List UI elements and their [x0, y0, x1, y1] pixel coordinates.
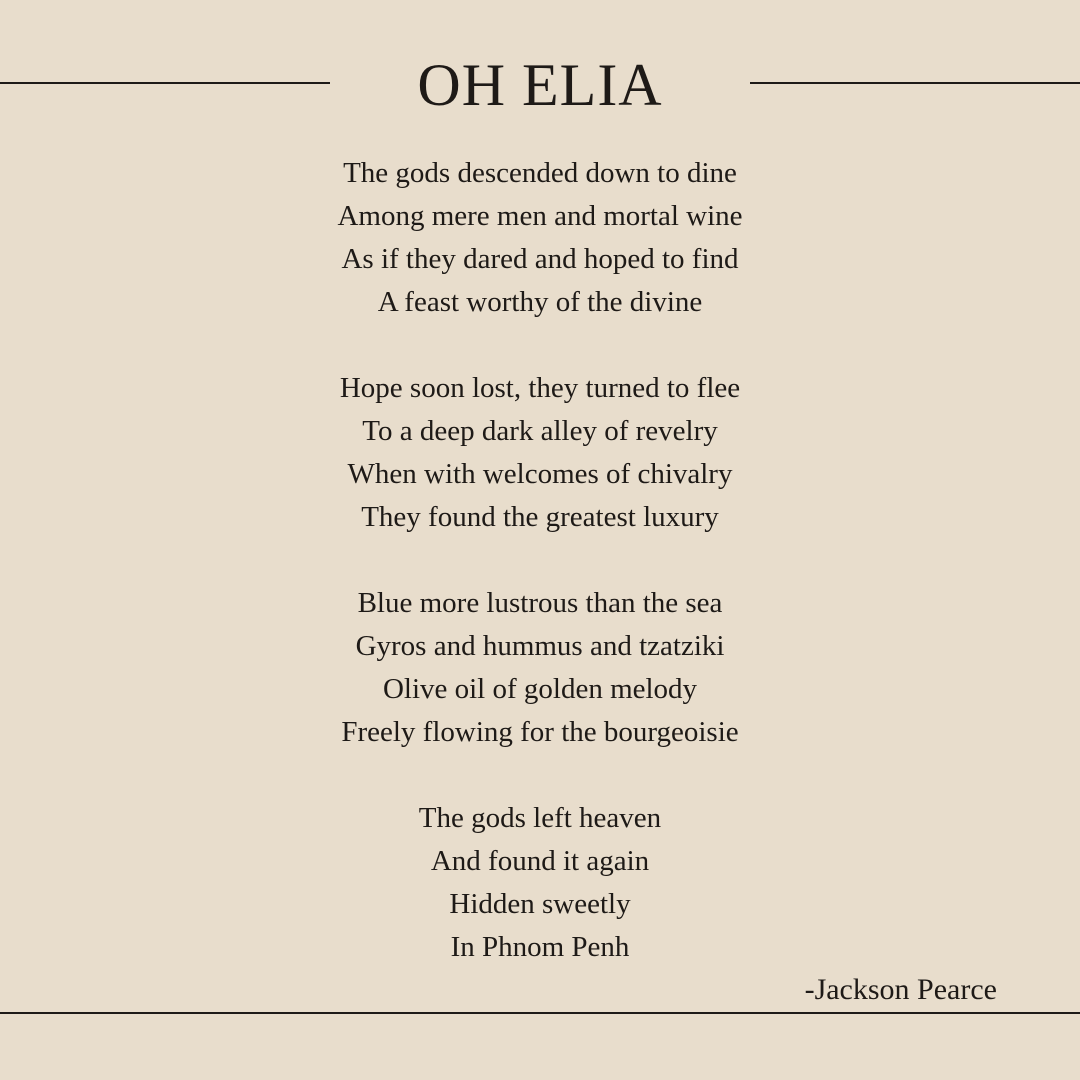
stanza-4 [0, 797, 1080, 969]
poem-line: They found the greatest luxury [361, 501, 719, 533]
poem-line: Among mere men and mortal wine [337, 200, 743, 232]
poem-line: And found it again [430, 845, 650, 877]
poem-line: The gods descended down to dine [343, 157, 737, 189]
poem-line: The gods left heaven [418, 802, 662, 834]
poem-title: OH ELIA [417, 52, 663, 118]
poem-line: Gyros and hummus and tzatziki [355, 630, 725, 662]
poem-line: Hope soon lost, they turned to flee [339, 372, 741, 404]
poem-line: Hidden sweetly [449, 888, 631, 920]
author-signature: -Jackson Pearce [804, 973, 997, 1006]
poem-line: A feast worthy of the divine [377, 286, 703, 318]
poem-line: To a deep dark alley of revelry [362, 415, 718, 447]
stanza-3 [0, 582, 1080, 754]
stanza-1 [0, 152, 1080, 324]
poem-line: Freely flowing for the bourgeoisie [341, 716, 739, 748]
bottom-divider [0, 1012, 1080, 1014]
poem-line: When with welcomes of chivalry [347, 458, 733, 490]
poem-line: In Phnom Penh [450, 931, 630, 963]
stanza-2 [0, 367, 1080, 539]
poem-line: Blue more lustrous than the sea [357, 587, 723, 619]
poem-body [0, 152, 1080, 1012]
poem-line: As if they dared and hoped to find [341, 243, 739, 275]
poem-line: Olive oil of golden melody [382, 673, 698, 705]
